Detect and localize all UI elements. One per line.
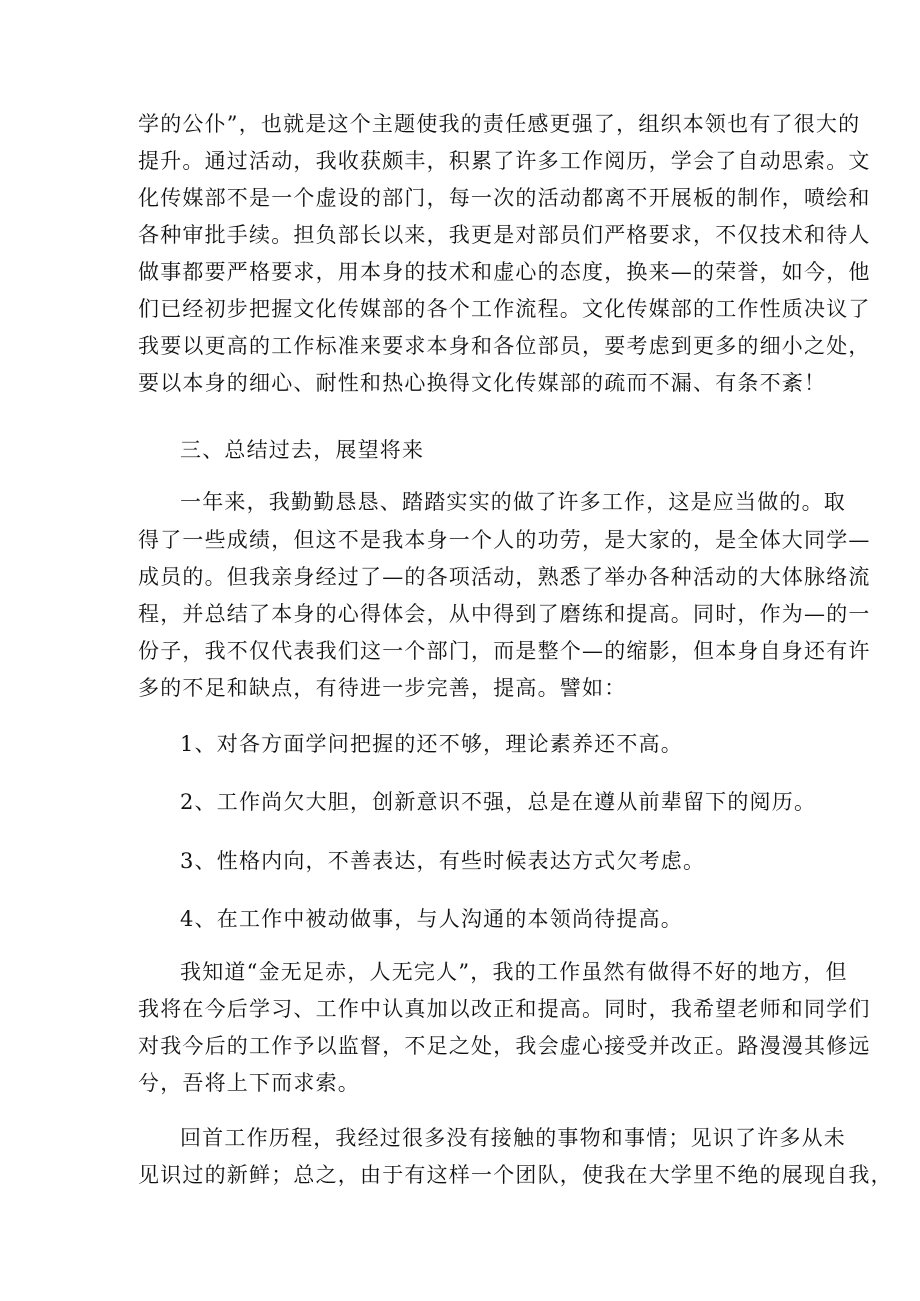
text-line: 提升。通过活动，我收获颇丰，积累了许多工作阅历，学会了自动思索。文 bbox=[138, 149, 871, 173]
section-heading: 三、总结过去，展望将来 bbox=[180, 438, 425, 462]
list-item: 4、在工作中被动做事，与人沟通的本领尚待提高。 bbox=[180, 907, 683, 931]
text-line: 成员的。但我亲身经过了—的各项活动，熟悉了举办各种活动的大体脉络流 bbox=[138, 565, 871, 589]
text-line: 一年来，我勤勤恳恳、踏踏实实的做了许多工作，这是应当做的。取 bbox=[180, 490, 846, 514]
text-line: 做事都要严格要求，用本身的技术和虚心的态度，换来—的荣誉，如今，他 bbox=[138, 260, 871, 284]
text-line: 兮，吾将上下而求索。 bbox=[138, 1071, 360, 1095]
text-line: 我知道“金无足赤，人无完人”，我的工作虽然有做得不好的地方，但 bbox=[180, 960, 848, 984]
list-item: 2、工作尚欠大胆，创新意识不强，总是在遵从前辈留下的阅历。 bbox=[180, 790, 817, 814]
text-line: 化传媒部不是一个虚设的部门，每一次的活动都离不开展板的制作，喷绘和 bbox=[138, 186, 871, 210]
text-line: 得了一些成绩，但这不是我本身一个人的功劳，是大家的，是全体大同学— bbox=[138, 528, 871, 552]
text-line: 见识过的新鲜；总之，由于有这样一个团队，使我在大学里不绝的展现自我， bbox=[138, 1163, 893, 1187]
list-item: 3、性格内向，不善表达，有些时候表达方式欠考虑。 bbox=[180, 849, 706, 873]
list-item: 1、对各方面学问把握的还不够，理论素养还不高。 bbox=[180, 732, 683, 756]
text-line: 份子，我不仅代表我们这一个部门，而是整个—的缩影，但本身自身还有许 bbox=[138, 639, 871, 663]
text-line: 我要以更高的工作标准来要求本身和各位部员，要考虑到更多的细小之处， bbox=[138, 334, 871, 358]
text-line: 程，并总结了本身的心得体会，从中得到了磨练和提高。同时，作为—的一 bbox=[138, 602, 871, 626]
text-line: 们已经初步把握文化传媒部的各个工作流程。文化传媒部的工作性质决议了 bbox=[138, 297, 871, 321]
text-line: 要以本身的细心、耐性和热心换得文化传媒部的疏而不漏、有条不紊！ bbox=[138, 371, 827, 395]
text-line: 各种审批手续。担负部长以来，我更是对部员们严格要求，不仅技术和待人 bbox=[138, 223, 871, 247]
text-line: 学的公仆”，也就是这个主题使我的责任感更强了，组织本领也有了很大的 bbox=[138, 112, 861, 136]
text-line: 对我今后的工作予以监督，不足之处，我会虚心接受并改正。路漫漫其修远 bbox=[138, 1034, 871, 1058]
text-line: 回首工作历程，我经过很多没有接触的事物和事情；见识了许多从未 bbox=[180, 1126, 846, 1150]
text-line: 我将在今后学习、工作中认真加以改正和提高。同时，我希望老师和同学们 bbox=[138, 997, 871, 1021]
text-line: 多的不足和缺点，有待进一步完善，提高。譬如： bbox=[138, 676, 627, 700]
